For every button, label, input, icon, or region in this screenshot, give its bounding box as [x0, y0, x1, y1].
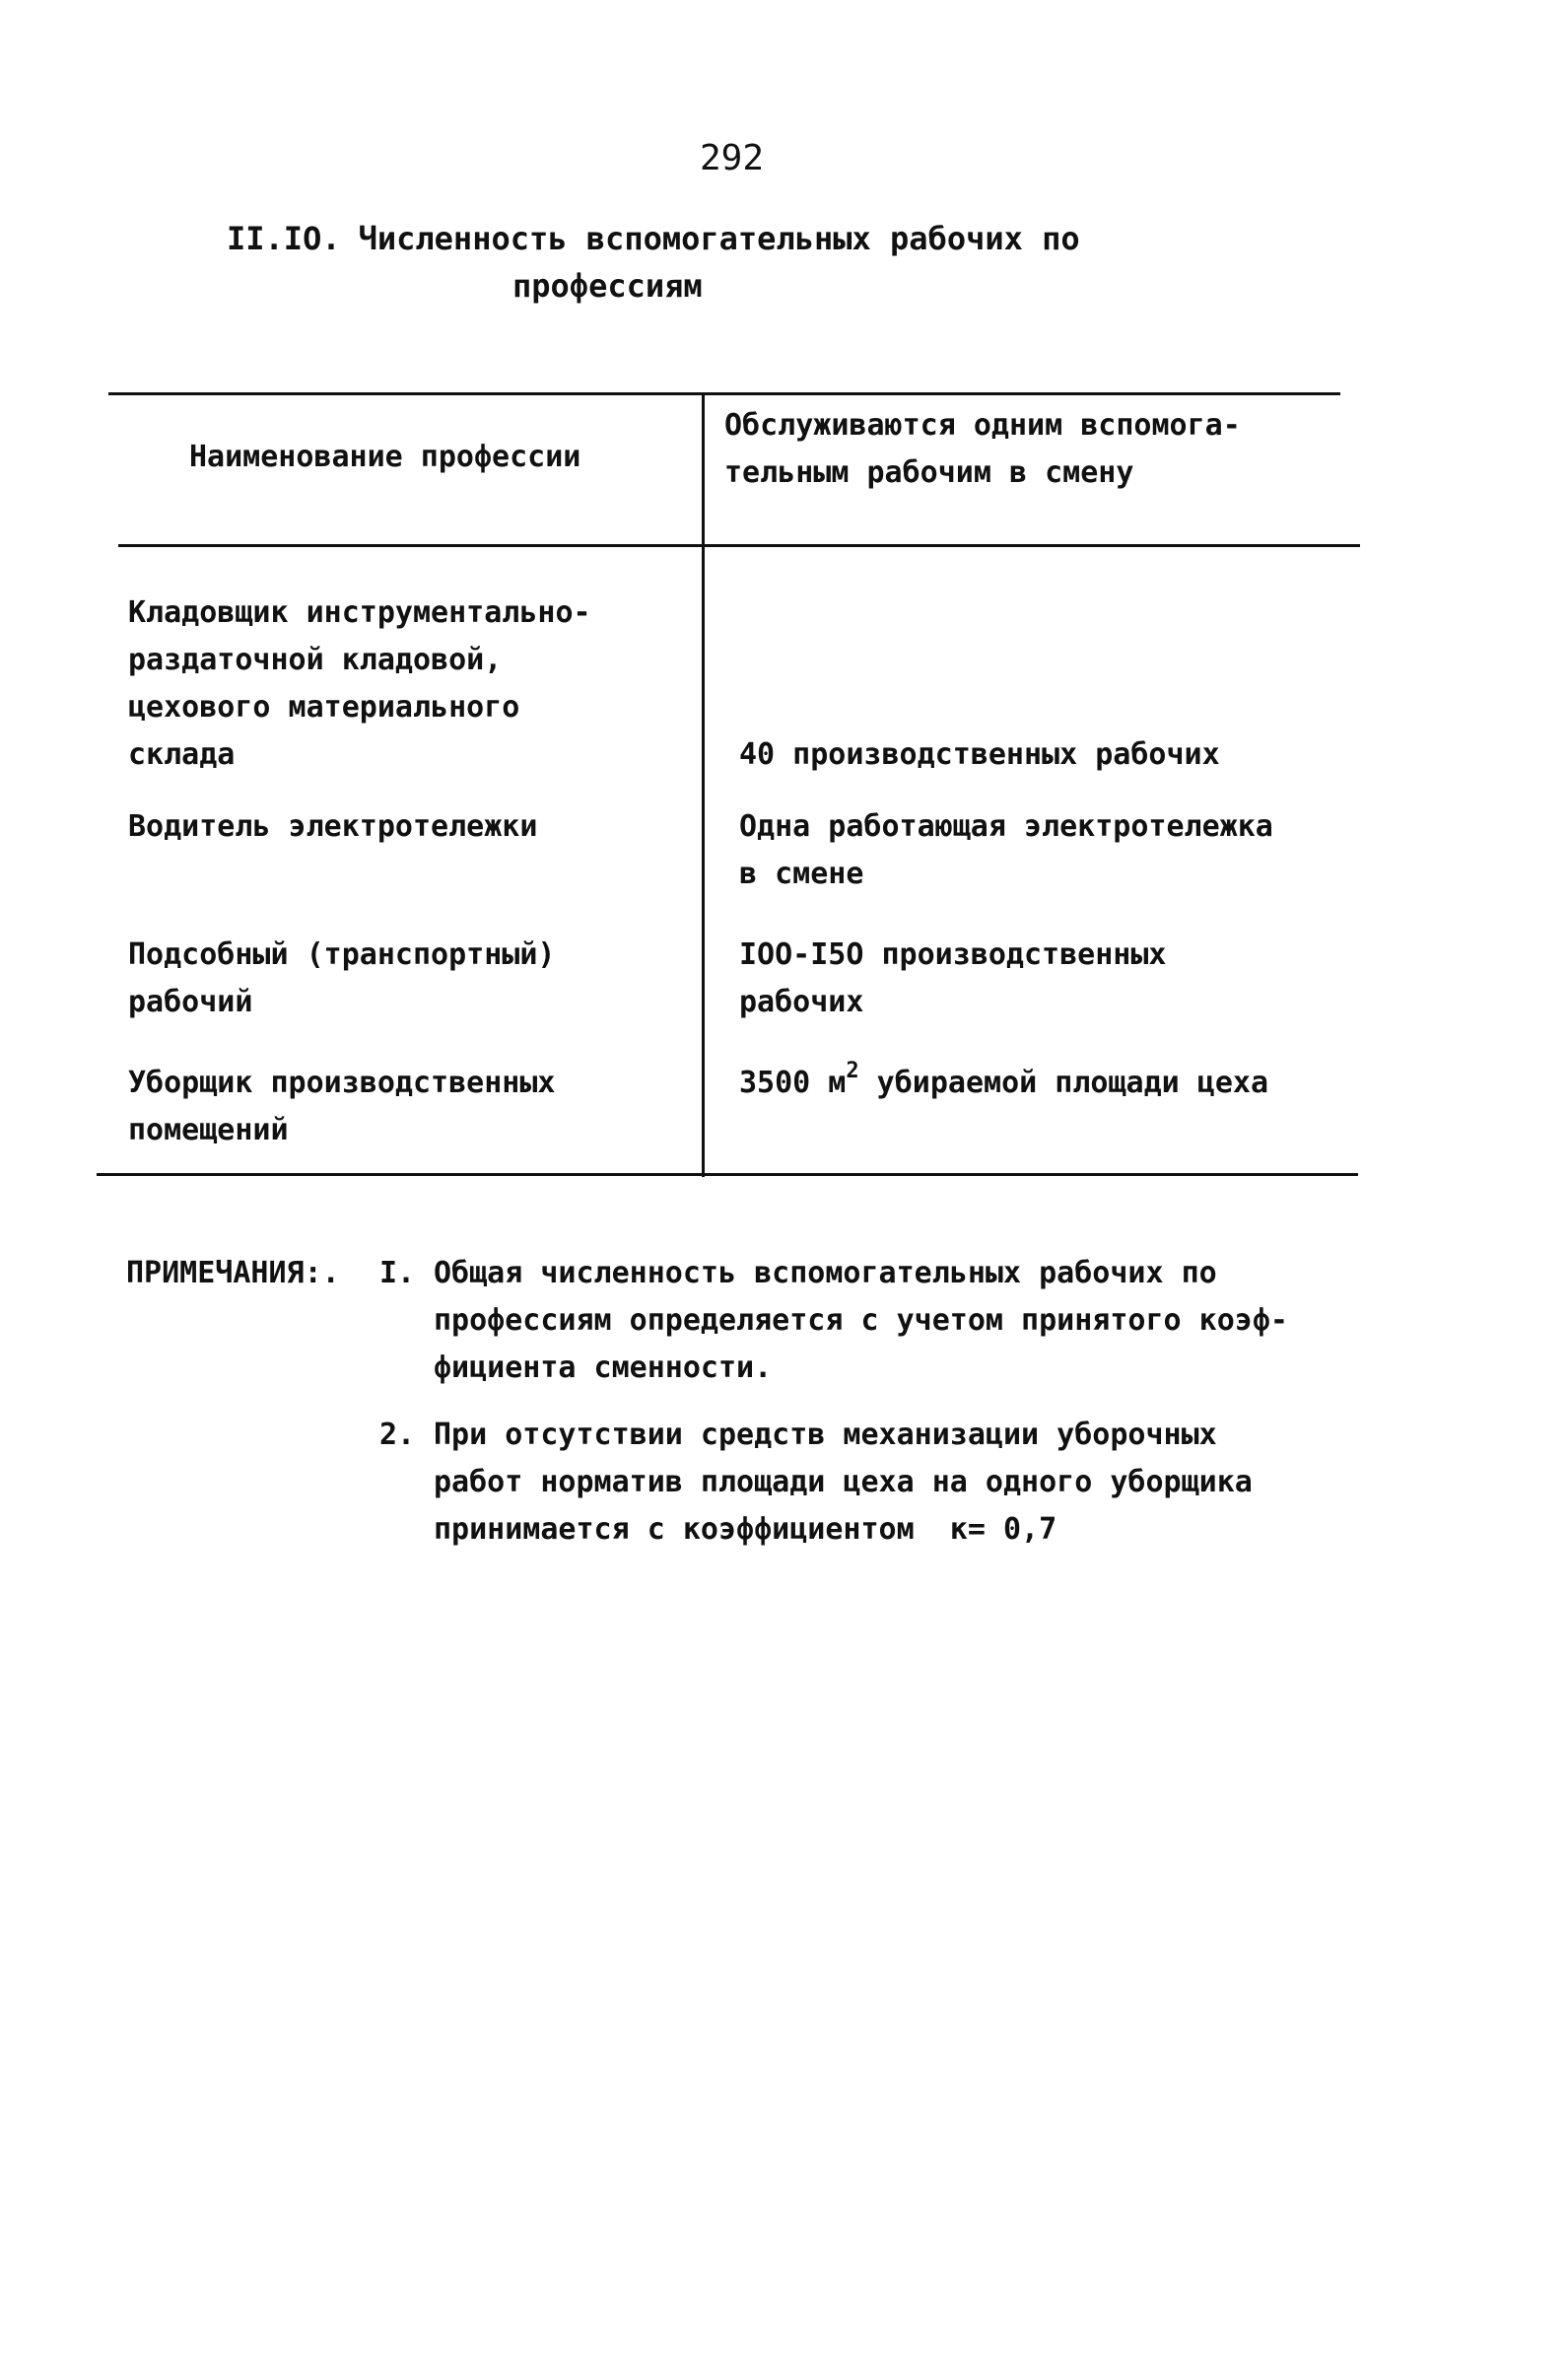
row-4-name-line: Уборщик производственных: [128, 1066, 556, 1100]
row-3-name-line: Подсобный (транспортный): [128, 937, 556, 972]
table-row-2-name: [128, 803, 537, 851]
row-4-name-line: помещений: [128, 1113, 289, 1147]
header-norm-line-2: тельным рабочим в смену: [724, 455, 1134, 490]
note-1-text: [434, 1250, 1380, 1392]
note-1-line: фициента сменности.: [434, 1350, 773, 1385]
header-profession: Наименование профессии: [189, 440, 581, 474]
note-1-line: Общая численность вспомогательных рабочих по: [434, 1256, 1217, 1290]
row-1-name-line: раздаточной кладовой,: [128, 643, 503, 677]
title-line-2: профессиям: [512, 267, 703, 305]
row-3-value-line: рабочих: [739, 985, 864, 1019]
row-4-value-text: убираемой площади цеха: [858, 1066, 1269, 1100]
row-1-name-line: Кладовщик инструментально-: [128, 595, 591, 630]
row-1-name-line: цехового материального: [128, 690, 520, 725]
table-row-3-value: [739, 932, 1166, 1026]
table-row-4-name: [128, 1060, 555, 1154]
note-1-number: I.: [379, 1256, 416, 1290]
row-2-value-line: Одна работающая электротележка: [739, 809, 1273, 844]
table-row-2-value: [739, 803, 1273, 898]
note-2-number: 2.: [379, 1418, 416, 1452]
table-row-1-name: [128, 589, 591, 779]
table-row-1-value: [739, 731, 1220, 779]
row-4-value-number: 3500 м: [739, 1066, 847, 1100]
note-2-line: принимается с коэффициентом к= 0,7: [434, 1512, 1057, 1547]
table-bottom-rule: [97, 1173, 1358, 1176]
table-row-3-name: [128, 932, 555, 1026]
page-number: 292: [700, 138, 765, 178]
header-norm-line-1: Обслуживаются одним вспомога-: [724, 408, 1241, 443]
note-2-line: работ норматив площади цеха на одного уборщика: [434, 1465, 1253, 1499]
row-2-value-line: в смене: [739, 857, 864, 891]
table-title: [227, 215, 1114, 310]
row-3-value-line: IOO-I5O производственных: [739, 937, 1167, 972]
table-column-divider: [702, 392, 705, 1177]
row-1-value-line: 40 производственных рабочих: [739, 737, 1220, 772]
note-1-line: профессиям определяется с учетом принятого коэф-: [434, 1303, 1288, 1338]
note-2-text: [434, 1412, 1380, 1554]
table-header-rule: [118, 544, 1360, 547]
note-2-line: При отсутствии средств механизации уборочных: [434, 1418, 1217, 1452]
row-2-name-line: Водитель электротележки: [128, 809, 538, 844]
row-4-value-superscript: 2: [846, 1059, 859, 1083]
table-top-rule: [108, 392, 1340, 395]
title-line-1: Численность вспомогательных рабочих по: [358, 220, 1080, 257]
title-number: II.IO.: [227, 220, 341, 257]
row-3-name-line: рабочий: [128, 985, 253, 1019]
table-row-4-value: [739, 1060, 1268, 1107]
notes-label: ПРИМЕЧАНИЯ:.: [126, 1256, 340, 1290]
row-1-name-line: склада: [128, 737, 236, 772]
